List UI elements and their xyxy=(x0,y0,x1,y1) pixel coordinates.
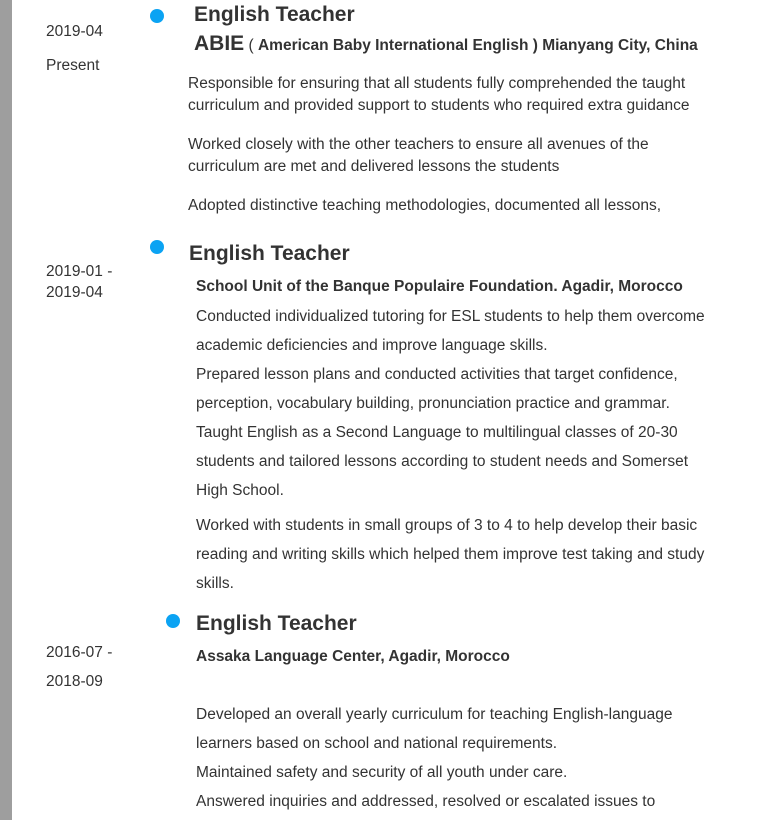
text-line: Answered inquiries and addressed, resolved or escalated issues to xyxy=(196,793,656,810)
entry-1-company-open: ( xyxy=(244,37,258,54)
text-line: Adopted distinctive teaching methodologies, documented all lessons, xyxy=(188,197,662,214)
entry-3-paragraph-1 xyxy=(196,700,672,816)
text-line: Worked with students in small groups of 3 to 4 to help develop their basic xyxy=(196,517,698,534)
entry-1-company-close: ) xyxy=(528,37,543,54)
entry-1-job-title: English Teacher xyxy=(194,3,355,26)
text-line: Worked closely with the other teachers to ensure all avenues of the xyxy=(188,136,649,153)
entry-3-date-end: 2018-09 xyxy=(46,673,103,690)
entry-1-paragraph-2 xyxy=(188,134,649,178)
entry-2-job-title: English Teacher xyxy=(189,242,350,265)
entry-2-paragraph-2 xyxy=(196,511,704,598)
timeline-dot-icon xyxy=(166,614,180,628)
entry-3-date-start: 2016-07 - xyxy=(46,644,113,661)
entry-1-company-location: Mianyang City, China xyxy=(542,37,698,54)
text-line: Maintained safety and security of all youth under care. xyxy=(196,764,568,781)
text-line: Responsible for ensuring that all students fully comprehended the taught xyxy=(188,75,686,92)
timeline-dot-icon xyxy=(150,9,164,23)
entry-1-date-start: 2019-04 xyxy=(46,23,103,40)
text-line: reading and writing skills which helped them improve test taking and study xyxy=(196,546,705,563)
text-line: learners based on school and national requirements. xyxy=(196,735,558,752)
entry-2-paragraph-1 xyxy=(196,302,705,505)
entry-1-company-abbr: ABIE xyxy=(194,32,245,55)
entry-2-company: School Unit of the Banque Populaire Foundation. Agadir, Morocco xyxy=(196,278,683,295)
text-line: Taught English as a Second Language to multilingual classes of 20-30 xyxy=(196,424,678,441)
entry-1-company-expanded: American Baby International English xyxy=(257,37,529,54)
entry-2-date-start: 2019-01 - xyxy=(46,263,113,280)
text-line: Conducted individualized tutoring for ESL students to help them overcome xyxy=(196,308,705,325)
text-line: perception, vocabulary building, pronunciation practice and grammar. xyxy=(196,395,670,412)
entry-1-date-end: Present xyxy=(46,57,100,74)
left-margin-bar xyxy=(0,0,12,820)
text-line: Developed an overall yearly curriculum for teaching English-language xyxy=(196,706,673,723)
text-line: Prepared lesson plans and conducted activities that target confidence, xyxy=(196,366,678,383)
entry-1-paragraph-3 xyxy=(188,195,661,217)
text-line: High School. xyxy=(196,482,284,499)
text-line: curriculum are met and delivered lessons the students xyxy=(188,158,560,175)
text-line: skills. xyxy=(196,575,234,592)
entry-3-company: Assaka Language Center, Agadir, Morocco xyxy=(196,648,510,665)
entry-1-paragraph-1 xyxy=(188,73,689,117)
entry-3-job-title: English Teacher xyxy=(196,612,357,635)
entry-2-date-end: 2019-04 xyxy=(46,284,103,301)
text-line: academic deficiencies and improve language skills. xyxy=(196,337,548,354)
entry-1-company xyxy=(194,34,698,56)
text-line: students and tailored lessons according to student needs and Somerset xyxy=(196,453,689,470)
timeline-dot-icon xyxy=(150,240,164,254)
text-line: curriculum and provided support to students who required extra guidance xyxy=(188,97,690,114)
